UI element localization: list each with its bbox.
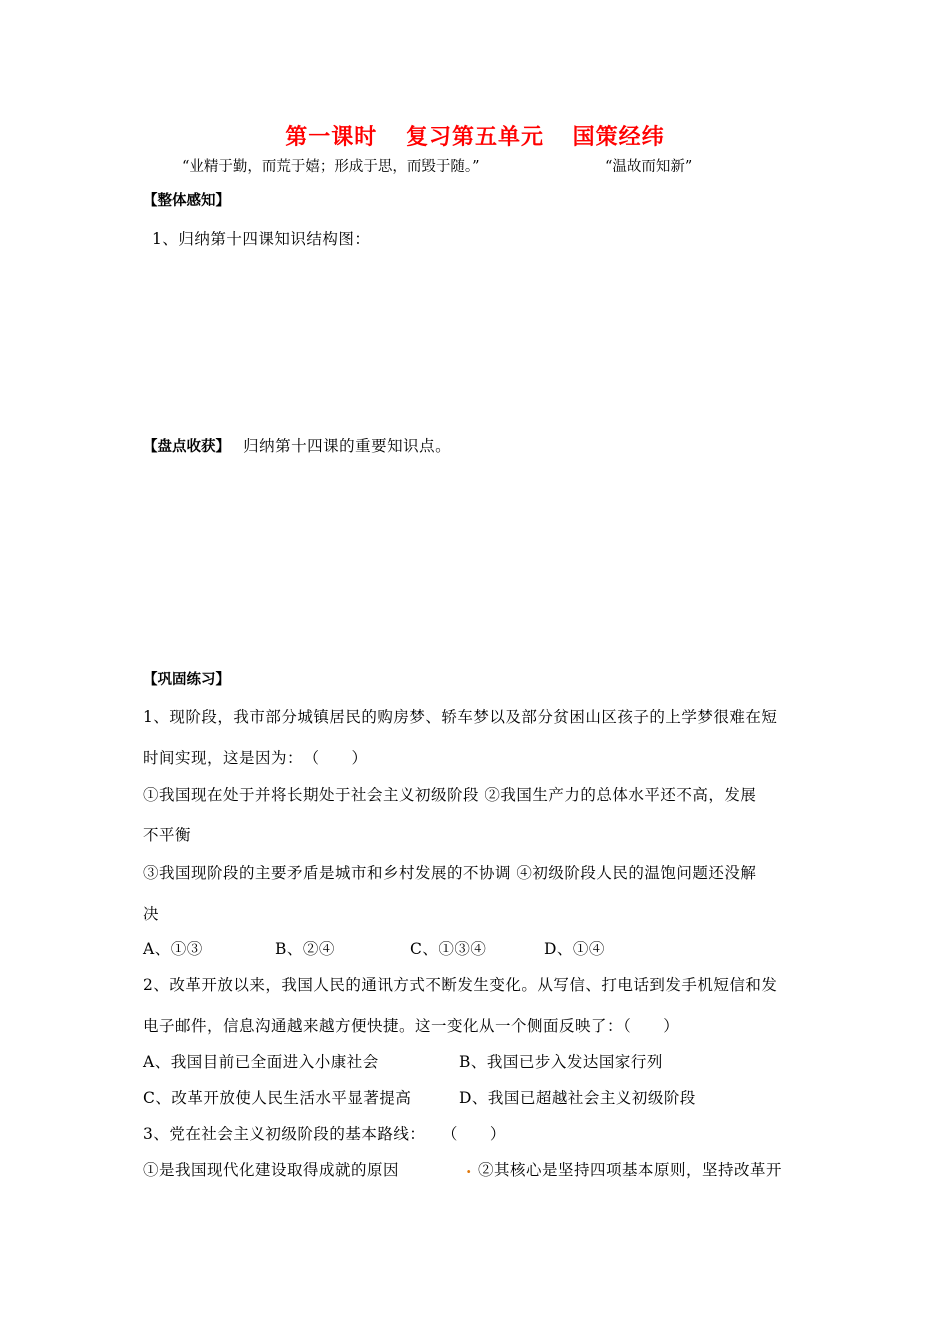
title-part-2: 复习第五单元 [405, 125, 544, 150]
q1-choice-b: B、②④ [275, 940, 335, 958]
overview-heading: 【整体感知】 [143, 192, 230, 209]
q2-choice-b: B、我国已步入发达国家行列 [459, 1053, 663, 1071]
title-part-3: 国策经纬 [572, 125, 665, 150]
q3-option-2: ②其核心是坚持四项基本原则，坚持改革开 [478, 1161, 783, 1179]
q1-options-3-4: ③我国现阶段的主要矛盾是城市和乡村发展的不协调 ④初级阶段人民的温饱问题还没解 [143, 864, 757, 882]
q3-line-1: 3、党在社会主义初级阶段的基本路线： （ ） [143, 1125, 506, 1143]
q2-choice-c: C、改革开放使人民生活水平显著提高 [143, 1089, 412, 1107]
title-part-1: 第一课时 [285, 125, 378, 150]
harvest-row [143, 434, 451, 456]
page-title [0, 120, 950, 151]
q2-choice-d: D、我国已超越社会主义初级阶段 [459, 1089, 696, 1107]
q1-line-1: 1、现阶段，我市部分城镇居民的购房梦、轿车梦以及部分贫困山区孩子的上学梦很难在短 [143, 708, 778, 726]
quote-left: “业精于勤，而荒于嬉；形成于思，而毁于随。” [182, 159, 480, 175]
q1-choice-a: A、①③ [143, 940, 203, 958]
q1-line-2: 时间实现，这是因为： （ ） [143, 749, 368, 767]
q2-line-1: 2、改革开放以来，我国人民的通讯方式不断发生变化。从写信、打电话到发手机短信和发 [143, 976, 778, 994]
q3-option-1: ①是我国现代化建设取得成就的原因 [143, 1161, 400, 1179]
q1-options-1-2-cont: 不平衡 [143, 826, 192, 844]
q1-choice-c: C、①③④ [410, 940, 487, 958]
harvest-text: 归纳第十四课的重要知识点。 [243, 437, 452, 455]
quote-right: “温故而知新” [605, 159, 693, 175]
q2-line-2: 电子邮件，信息沟通越来越方便快捷。这一变化从一个侧面反映了：（ ） [143, 1017, 680, 1035]
q3-marker-dot: . [466, 1158, 472, 1177]
harvest-heading: 【盘点收获】 [143, 438, 230, 455]
overview-item: 1、归纳第十四课知识结构图： [152, 230, 371, 248]
q2-choice-a: A、我国目前已全面进入小康社会 [143, 1053, 379, 1071]
q1-options-1-2: ①我国现在处于并将长期处于社会主义初级阶段 ②我国生产力的总体水平还不高，发展 [143, 786, 757, 804]
q1-choice-d: D、①④ [544, 940, 605, 958]
q1-options-3-4-cont: 决 [143, 905, 160, 923]
practice-heading: 【巩固练习】 [143, 671, 230, 688]
